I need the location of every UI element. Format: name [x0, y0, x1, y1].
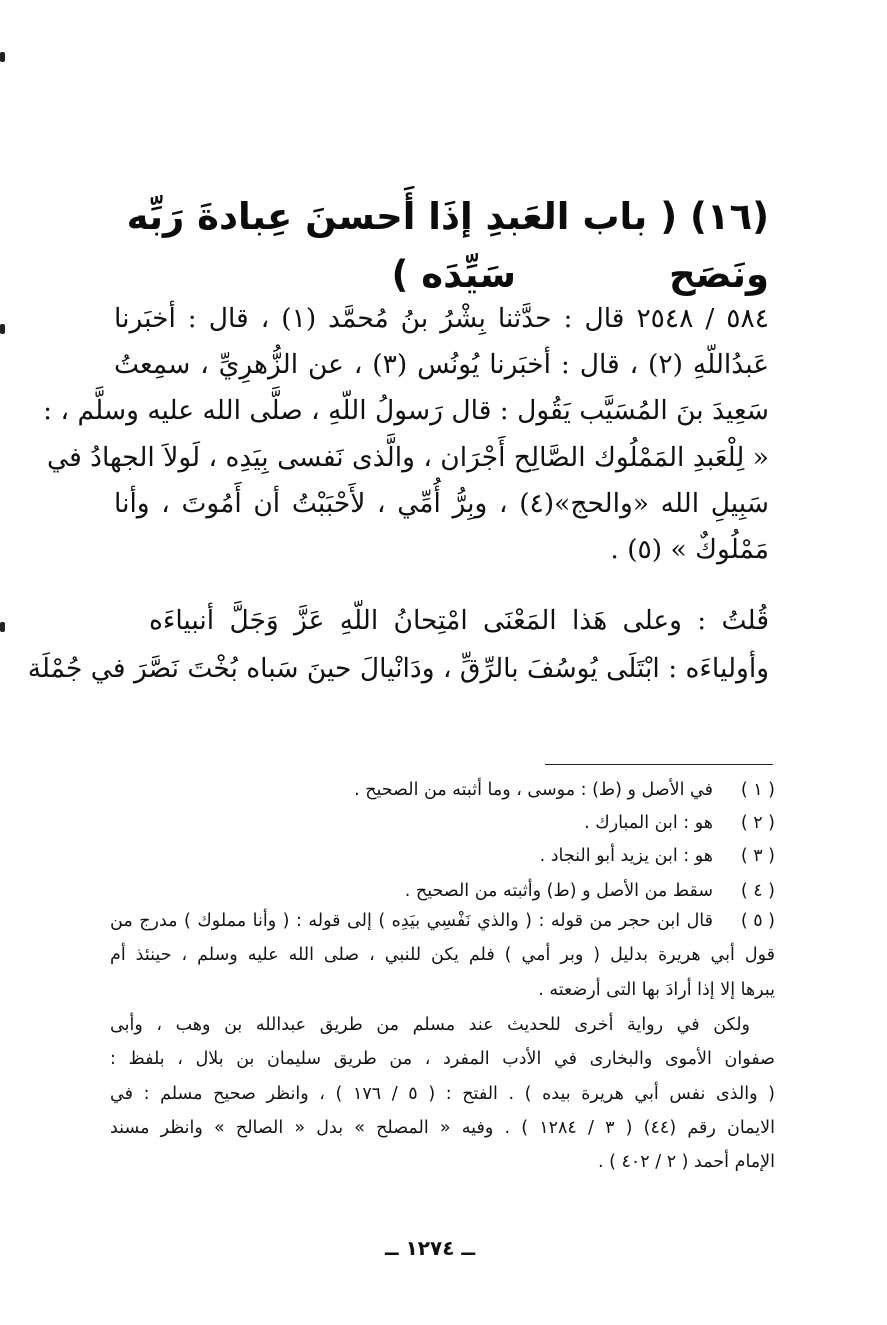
footnote-line: ولكن في رواية أخرى للحديث عند مسلم من طريق عبدالله بن وهب ، وأبى: [110, 1015, 750, 1035]
page-number: ــ ١٢٧٤ ــ: [384, 1236, 476, 1260]
hadith-line: عَبدُاللّهِ (٢) ، قال : أخبَرنا يُونُس (٣) ، عن الزُّهرِيِّ ، سمِعتُ: [114, 349, 770, 380]
footnote-text: قال ابن حجر من قوله : ( والذي نَفْسِي بيَدِه ) إلى قوله : ( وأنا مملوك ) مدرج من: [110, 911, 713, 931]
footnote-continuation: [110, 1152, 775, 1180]
footnote-line: الإمام أحمد ( ٢ / ٤٠٢ ) .: [597, 1152, 775, 1172]
footnote-item: [110, 911, 775, 939]
footnote-line: صفوان الأموى والبخارى في الأدب المفرد ، من طريق سليمان بن بلال ، بلفظ :: [110, 1049, 775, 1069]
footnote-text: سقط من الأصل و (ط) وأثبته من الصحيح .: [404, 881, 713, 901]
margin-mark: [0, 52, 5, 62]
footnote-number: ( ٣ ): [740, 846, 775, 866]
commentary-line: قُلتُ : وعلى هَذا المَعْنَى امْتِحانُ اللّهِ عَزَّ وَجَلَّ أنبياءَه: [149, 605, 769, 636]
footnote-continuation: [110, 945, 775, 973]
footnote-continuation: [110, 980, 775, 1008]
footnote-continuation: [110, 1118, 775, 1146]
footnote-number: ( ٢ ): [740, 813, 775, 833]
footnote-item: [110, 881, 775, 909]
margin-mark: [0, 622, 5, 632]
footnote-line: ( والذى نفس أبي هريرة بيده ) . الفتح : ( ٥ / ١٧٦ ) ، وانظر صحيح مسلم : في: [110, 1084, 775, 1104]
footnote-text: في الأصل و (ط) : موسى ، وما أثبته من الصحيح .: [354, 780, 713, 800]
footnote-line: قول أبي هريرة بدليل ( وبر أمي ) فلم يكن للنبي ، صلى الله عليه وسلم ، حينئذ أم: [110, 945, 775, 965]
margin-mark: [0, 324, 5, 334]
footnote-continuation: [110, 1049, 775, 1077]
footnote-number: ( ١ ): [740, 780, 775, 800]
footnote-separator: [545, 764, 773, 765]
footnote-item: [110, 846, 775, 874]
footnote-text: هو : ابن يزيد أبو النجاد .: [539, 846, 713, 866]
footnote-item: [110, 780, 775, 808]
footnote-item: [110, 813, 775, 841]
hadith-line: ٥٨٤ / ٢٥٤٨ قال : حدَّثنا بِشْرُ بنُ مُحمَّد (١) ، قال : أخبَرنا: [114, 303, 769, 334]
hadith-line: « لِلْعَبدِ المَمْلُوك الصَّالِح أَجْرَان ، والَّذى نَفسى بِيَدِه ، لَولاَ الجهادُ في: [46, 442, 769, 473]
footnote-number: ( ٤ ): [740, 881, 775, 901]
footnote-text: هو : ابن المبارك .: [584, 813, 713, 833]
footnote-number: ( ٥ ): [740, 911, 775, 931]
footnote-continuation: [110, 1084, 775, 1112]
chapter-heading: (١٦) ( باب العَبدِ إذَا أَحسنَ عِبادةَ رَبِّه ونَصَح: [126, 195, 769, 296]
commentary-line: وأولياءَه : ابْتَلَى يُوسُفَ بالرِّقِّ ، ودَانْيالَ حينَ سَباه بُخْتَ نَصَّرَ في جُمْلَة: [27, 653, 769, 684]
footnote-line: يبرها إلا إذا أرادَ بها التى أرضعته .: [538, 980, 775, 1000]
footnote-continuation: [110, 1015, 775, 1043]
chapter-heading-continuation: سَيِّدَه ): [391, 253, 516, 296]
hadith-line: مَمْلُوكٌ » (٥) .: [610, 534, 769, 565]
hadith-line: سَبِيلِ الله «والحج»(٤) ، وبِرُّ أُمِّي ، لأَحْبَبْتُ أن أَمُوتَ ، وأنا: [114, 488, 769, 519]
hadith-line: سَعِيدَ بنَ المُسَيَّب يَقُول : قال رَسولُ اللّهِ ، صلَّى الله عليه وسلَّم ، :: [43, 395, 769, 426]
footnote-line: الايمان رقم (٤٤) ( ٣ / ١٢٨٤ ) . وفيه « المصلح » بدل « الصالح » وانظر مسند: [110, 1118, 775, 1138]
